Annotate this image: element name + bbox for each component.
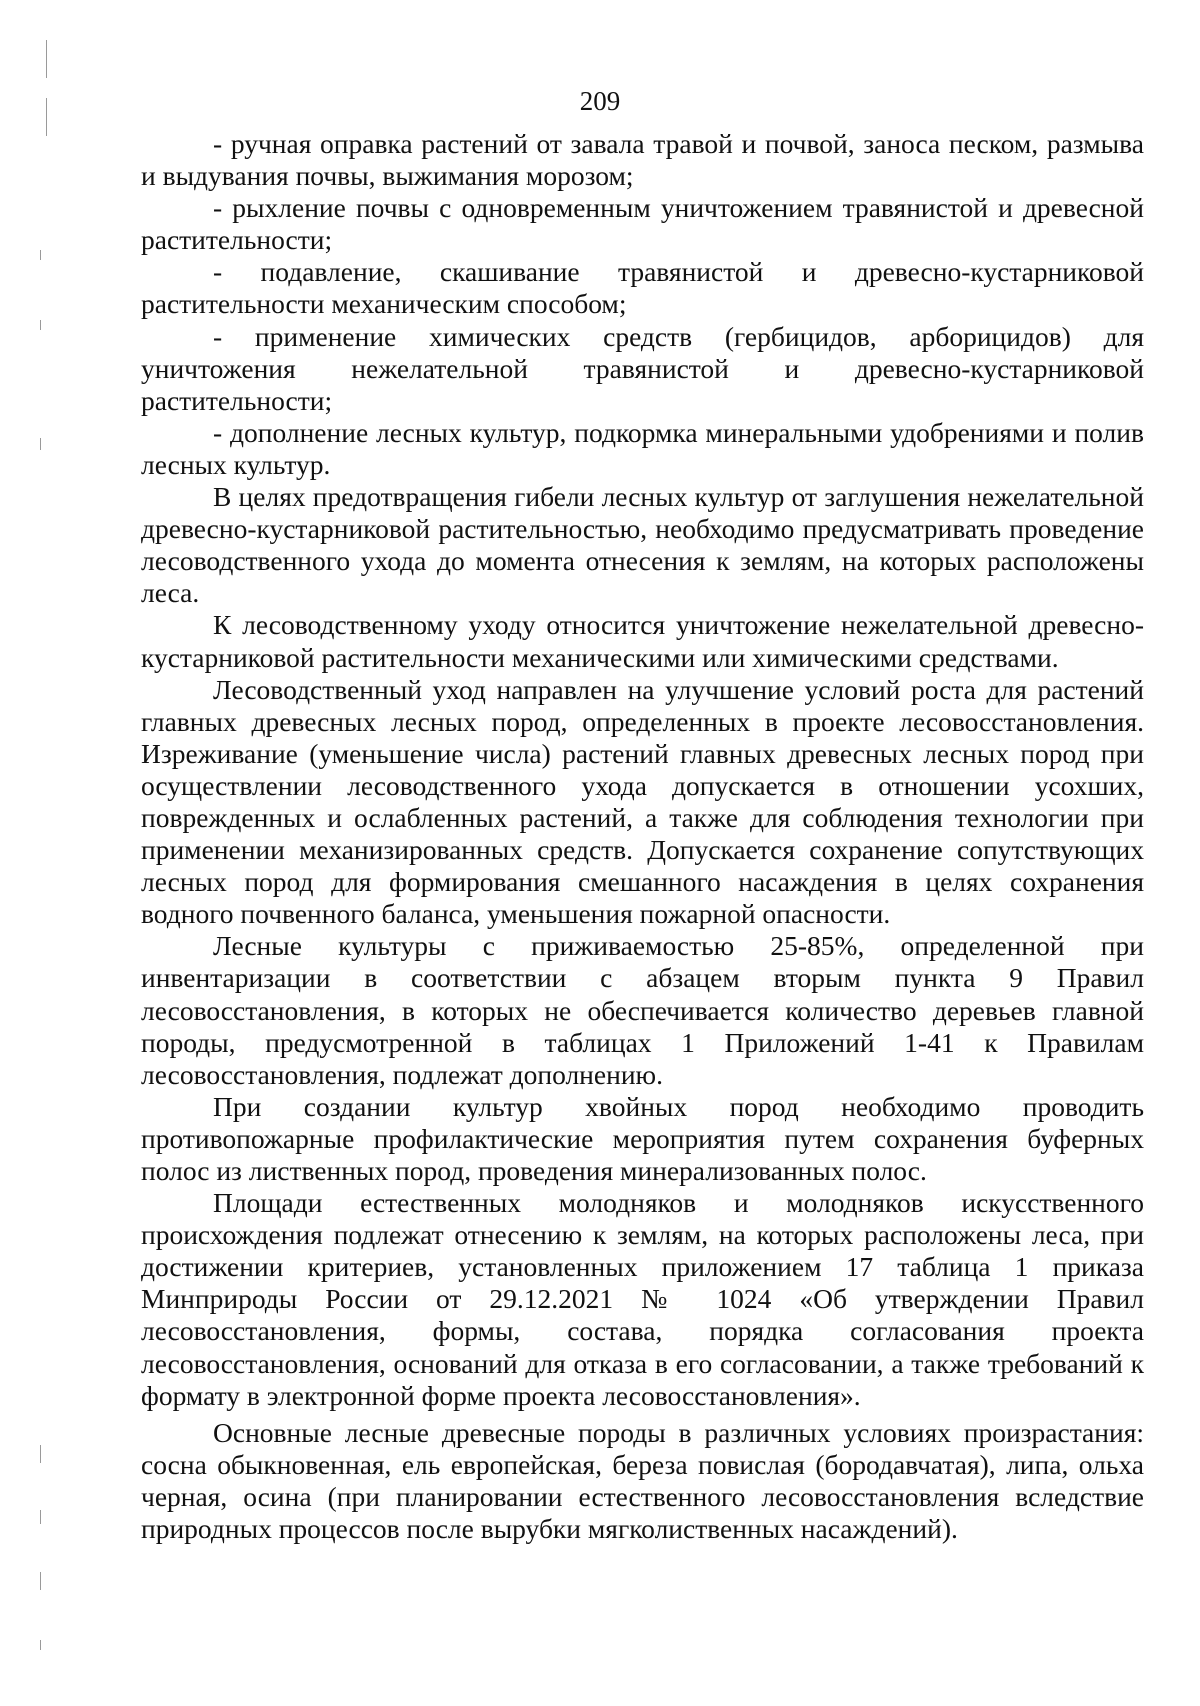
- scan-margin-line: [46, 40, 47, 78]
- scan-margin-line: [40, 1640, 41, 1650]
- paragraph: Лесные культуры с приживаемостью 25-85%, определенной при инвентаризации в соответствии с абзацем вторым пункта 9 Правил лесовосстановления, в которых не обеспечивается количество деревьев главной породы, предусмотренной в таблицах 1 Приложений 1-41 к Правилам лесовосстановления, подлежат дополнению.: [141, 930, 1144, 1090]
- paragraph: При создании культур хвойных пород необходимо проводить противопожарные профилактические мероприятия путем сохранения буферных полос из лиственных пород, проведения минерализованных полос.: [141, 1090, 1144, 1186]
- scan-margin-line: [40, 1445, 41, 1463]
- scan-margin-line: [40, 1572, 41, 1590]
- paragraph: - применение химических средств (гербицидов, арборицидов) для уничтожения нежелательной травянистой и древесно-кустарниковой растительности;: [141, 320, 1144, 416]
- paragraph: В целях предотвращения гибели лесных культур от заглушения нежелательной древесно-кустарниковой растительностью, необходимо предусматривать проведение лесоводственного ухода до момента отнесения к землям, на которых расположены леса.: [141, 481, 1144, 609]
- paragraph: - подавление, скашивание травянистой и древесно-кустарниковой растительности механическим способом;: [141, 256, 1144, 320]
- page-number: 209: [579, 86, 621, 116]
- paragraph: Площади естественных молодняков и молодняков искусственного происхождения подлежат отнесению к землям, на которых расположены леса, при достижении критериев, установленных приложением 17 таблица 1 приказа Минприроды России от 29.12.2021 № 1024 «Об утверждении Правил лесовосстановления, формы, состава, порядка согласования проекта лесовосстановления, оснований для отказа в его согласовании, а также требований к формату в электронной форме проекта лесовосстановления».: [141, 1187, 1144, 1411]
- paragraph: К лесоводственному уходу относится уничтожение нежелательной древесно-кустарниковой растительности механическими или химическими средствами.: [141, 609, 1144, 673]
- paragraph: Лесоводственный уход направлен на улучшение условий роста для растений главных древесных лесных пород, определенных в проекте лесовосстановления. Изреживание (уменьшение числа) растений главных древесных лесных пород при осуществлении лесоводственного ухода допускается в отношении усохших, поврежденных и ослабленных растений, а также для соблюдения технологии при применении механизированных средств. Допускается сохранение сопутствующих лесных пород для формирования смешанного насаждения в целях сохранения водного почвенного баланса, уменьшения пожарной опасности.: [141, 673, 1144, 930]
- paragraph: - ручная оправка растений от завала травой и почвой, заноса песком, размыва и выдувания почвы, выжимания морозом;: [141, 128, 1144, 192]
- scan-margin-line: [40, 320, 41, 330]
- document-body: [141, 128, 1144, 1545]
- paragraph: - рыхление почвы с одновременным уничтожением травянистой и древесной растительности;: [141, 192, 1144, 256]
- scan-margin-line: [40, 438, 41, 450]
- paragraph: - дополнение лесных культур, подкормка минеральными удобрениями и полив лесных культур.: [141, 416, 1144, 480]
- paragraph: Основные лесные древесные породы в различных условиях произрастания: сосна обыкновенная, ель европейская, береза повислая (бородавчатая), липа, ольха черная, осина (при планировании естественного лесовосстановления вследствие природных процессов после вырубки мягколиственных насаждений).: [141, 1416, 1144, 1545]
- scan-margin-line: [40, 1510, 41, 1524]
- scan-margin-line: [40, 250, 41, 260]
